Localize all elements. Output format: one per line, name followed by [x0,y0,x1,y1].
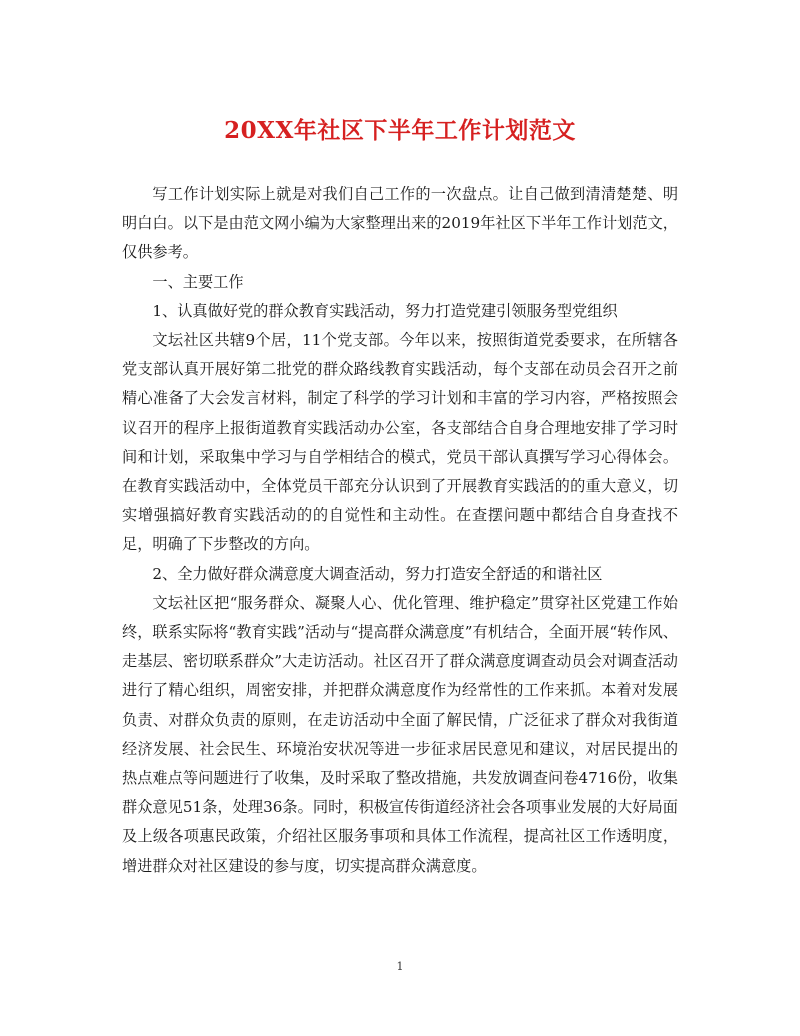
document-body [122,180,678,881]
section-heading-main-work: 一、主要工作 [152,272,244,291]
page-number: 1 [396,960,404,973]
item-body-1: 文坛社区共辖9个居，11个党支部。今年以来，按照街道党委要求，在所辖各党支部认真开展好第二批党的群众路线教育实践活动，每个支部在动员会召开之前精心准备了大会发言材料，制定了科学的学习计划和丰富的学习内容，严格按照会议召开的程序上报街道教育实践活动办公室，各支部结合自身合理地安排了学习时间和计划，采取集中学习与自学相结合的模式，党员干部认真撰写学习心得体会。在教育实践活动中，全体党员干部充分认识到了开展教育实践活的的重大意义，切实增强搞好教育实践活动的的自觉性和主动性。在查摆问题中都结合自身查找不足，明确了下步整改的方向。 [122,331,678,554]
item-heading-1: 1、认真做好党的群众教育实践活动，努力打造党建引领服务型党组织 [152,301,618,320]
document-title: 20XX年社区下半年工作计划范文 [224,117,576,144]
intro-paragraph: 写工作计划实际上就是对我们自己工作的一次盘点。让自己做到清清楚楚、明明白白。以下是由范文网小编为大家整理出来的2019年社区下半年工作计划范文，仅供参考。 [122,185,678,262]
item-heading-2: 2、全力做好群众满意度大调查活动，努力打造安全舒适的和谐社区 [152,564,603,583]
item-body-2: 文坛社区把“服务群众、凝聚人心、优化管理、维护稳定”贯穿社区党建工作始终，联系实际将“教育实践”活动与“提高群众满意度”有机结合，全面开展“转作风、走基层、密切联系群众”大走访活动。社区召开了群众满意度调查动员会对调查活动进行了精心组织，周密安排，并把群众满意度作为经常性的工作来抓。本着对发展负责、对群众负责的原则，在走访活动中全面了解民情，广泛征求了群众对我街道经济发展、社会民生、环境治安状况等进一步征求居民意见和建议，对居民提出的热点难点等问题进行了收集，及时采取了整改措施，共发放调查问卷4716份，收集群众意见51条，处理36条。同时，积极宣传街道经济社会各项事业发展的大好局面及上级各项惠民政策，介绍社区服务事项和具体工作流程，提高社区工作透明度，增进群众对社区建设的参与度，切实提高群众满意度。 [122,593,678,875]
